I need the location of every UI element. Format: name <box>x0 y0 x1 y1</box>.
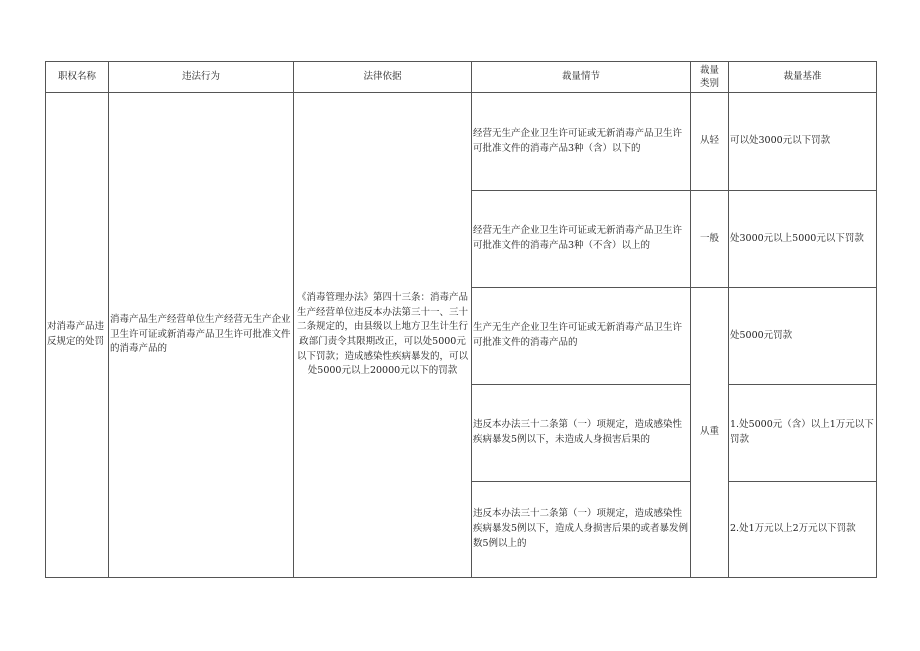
standard-cell: 处3000元以上5000元以下罚款 <box>729 191 877 288</box>
header-legal-basis: 法律依据 <box>294 62 472 93</box>
category-cell: 一般 <box>691 191 729 288</box>
penalty-discretion-table <box>45 61 877 578</box>
legal-basis-cell: 《消毒管理办法》第四十三条：消毒产品生产经营单位违反本办法第三十一、三十二条规定的，由县级以上地方卫生计生行政部门责令其限期改正，可以处5000元以下罚款；造成感染性疾病暴发的，可以处5000元以上20000元以下的罚款 <box>294 93 472 578</box>
standard-cell: 2.处1万元以上2万元以下罚款 <box>729 482 877 578</box>
header-standard: 裁量基准 <box>729 62 877 93</box>
circumstance-cell: 经营无生产企业卫生许可证或无新消毒产品卫生许可批准文件的消毒产品3种（不含）以上的 <box>472 191 691 288</box>
category-cell: 从轻 <box>691 93 729 191</box>
circumstance-cell: 违反本办法三十二条第（一）项规定，造成感染性疾病暴发5例以下，未造成人身损害后果的 <box>472 385 691 482</box>
standard-cell: 处5000元罚款 <box>729 288 877 385</box>
circumstance-cell: 生产无生产企业卫生许可证或无新消毒产品卫生许可批准文件的消毒产品的 <box>472 288 691 385</box>
header-authority: 职权名称 <box>46 62 109 93</box>
authority-cell: 对消毒产品违反规定的处罚 <box>46 93 109 578</box>
header-category: 裁量 类别 <box>691 62 729 93</box>
standard-cell: 可以处3000元以下罚款 <box>729 93 877 191</box>
header-violation: 违法行为 <box>109 62 294 93</box>
category-cell: 从重 <box>691 288 729 578</box>
table-row <box>46 93 877 191</box>
standard-cell: 1.处5000元（含）以上1万元以下罚款 <box>729 385 877 482</box>
header-circumstance: 裁量情节 <box>472 62 691 93</box>
violation-cell: 消毒产品生产经营单位生产经营无生产企业卫生许可证或新消毒产品卫生许可批准文件的消毒产品的 <box>109 93 294 578</box>
header-row <box>46 62 877 93</box>
circumstance-cell: 经营无生产企业卫生许可证或无新消毒产品卫生许可批准文件的消毒产品3种（含）以下的 <box>472 93 691 191</box>
circumstance-cell: 违反本办法三十二条第（一）项规定，造成感染性疾病暴发5例以下，造成人身损害后果的或者暴发例数5例以上的 <box>472 482 691 578</box>
